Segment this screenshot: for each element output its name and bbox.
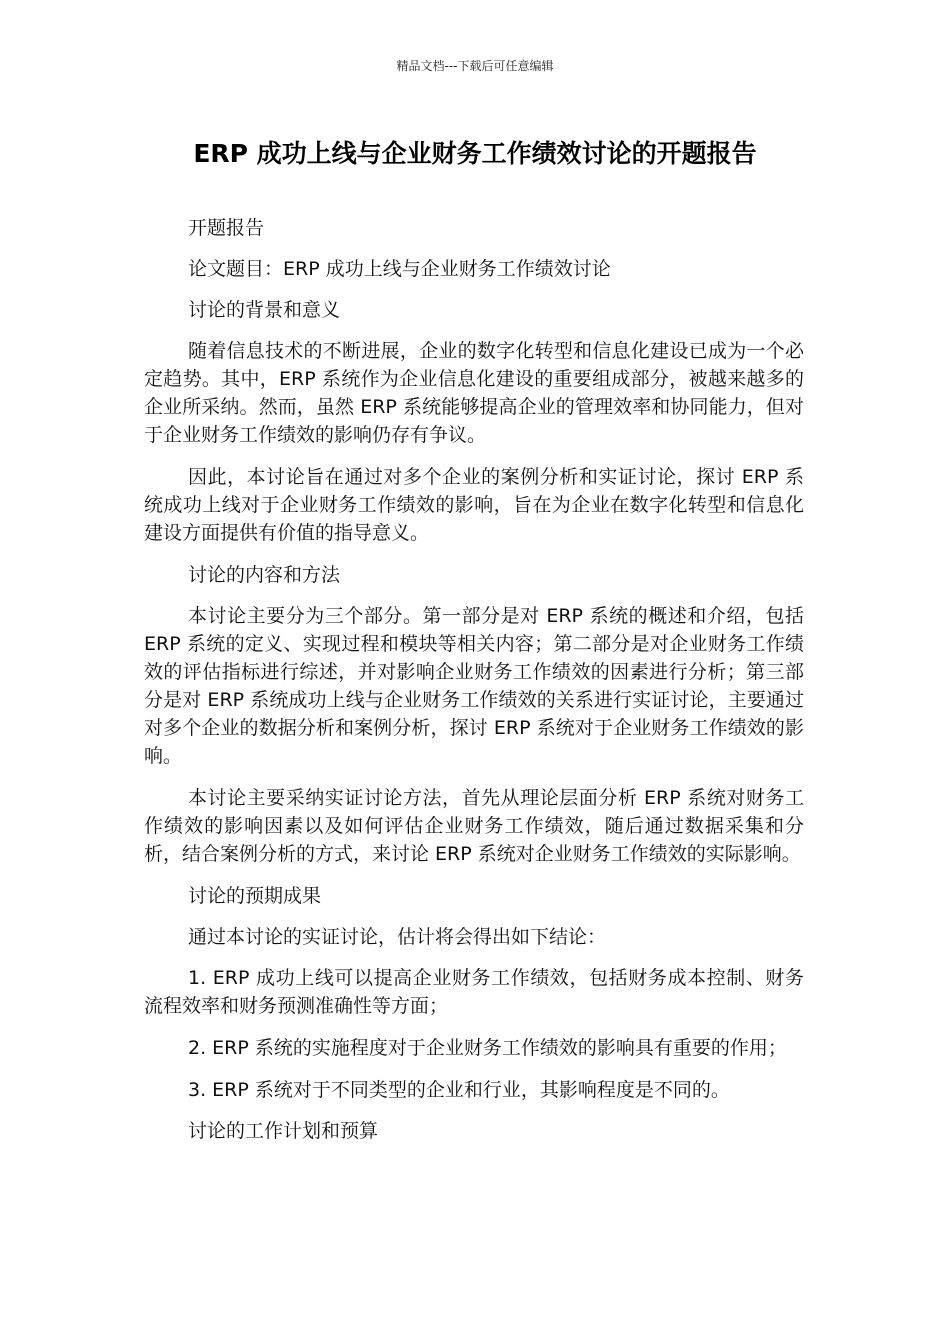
section-heading-expected-results: 讨论的预期成果 [188, 885, 322, 907]
thesis-title-line: 论文题目：ERP 成功上线与企业财务工作绩效讨论 [188, 258, 611, 280]
section-heading-background: 讨论的背景和意义 [188, 299, 341, 321]
paragraph-background-2: 因此，本讨论旨在通过对多个企业的案例分析和实证讨论，探讨 ERP 系统成功上线对于企业财务工作绩效的影响，旨在为企业在数字化转型和信息化建设方面提供有价值的指导意义。 [144, 466, 804, 544]
list-item-conclusion-3: 3. ERP 系统对于不同类型的企业和行业，其影响程度是不同的。 [188, 1079, 730, 1101]
list-item-conclusion-1: 1. ERP 成功上线可以提高企业财务工作绩效，包括财务成本控制、财务流程效率和财务预测准确性等方面； [144, 967, 804, 1017]
document-title: ERP 成功上线与企业财务工作绩效讨论的开题报告 [193, 139, 757, 168]
paragraph-expected-intro: 通过本讨论的实证讨论，估计将会得出如下结论： [188, 926, 607, 948]
section-heading-plan-budget: 讨论的工作计划和预算 [188, 1120, 379, 1142]
section-label-proposal: 开题报告 [188, 217, 265, 239]
page-header: 精品文档---下载后可任意编辑 [396, 59, 554, 73]
paragraph-content-1: 本讨论主要分为三个部分。第一部分是对 ERP 系统的概述和介绍，包括 ERP 系统的定义、实现过程和模块等相关内容；第二部分是对企业财务工作绩效的评估指标进行综述，并对影响企业财务工作绩效的因素进行分析；第三部分是对 ERP 系统成功上线与企业财务工作绩效的关系进行实证讨论，主要通过对多个企业的数据分析和案例分析，探讨 ERP 系统对于企业财务工作绩效的影响。 [144, 605, 804, 767]
document-body [144, 214, 804, 1158]
paragraph-methods: 本讨论主要采纳实证讨论方法，首先从理论层面分析 ERP 系统对财务工作绩效的影响因素以及如何评估企业财务工作绩效，随后通过数据采集和分析，结合案例分析的方式，来讨论 ERP 系统对企业财务工作绩效的实际影响。 [144, 787, 804, 865]
list-item-conclusion-2: 2. ERP 系统的实施程度对于企业财务工作绩效的影响具有重要的作用； [188, 1037, 787, 1059]
section-heading-content-methods: 讨论的内容和方法 [188, 564, 341, 586]
paragraph-background-1: 随着信息技术的不断进展，企业的数字化转型和信息化建设已成为一个必定趋势。其中，ERP 系统作为企业信息化建设的重要组成部分，被越来越多的企业所采纳。然而，虽然 ERP 系统能够提高企业的管理效率和协同能力，但对于企业财务工作绩效的影响仍存有争议。 [144, 340, 804, 446]
